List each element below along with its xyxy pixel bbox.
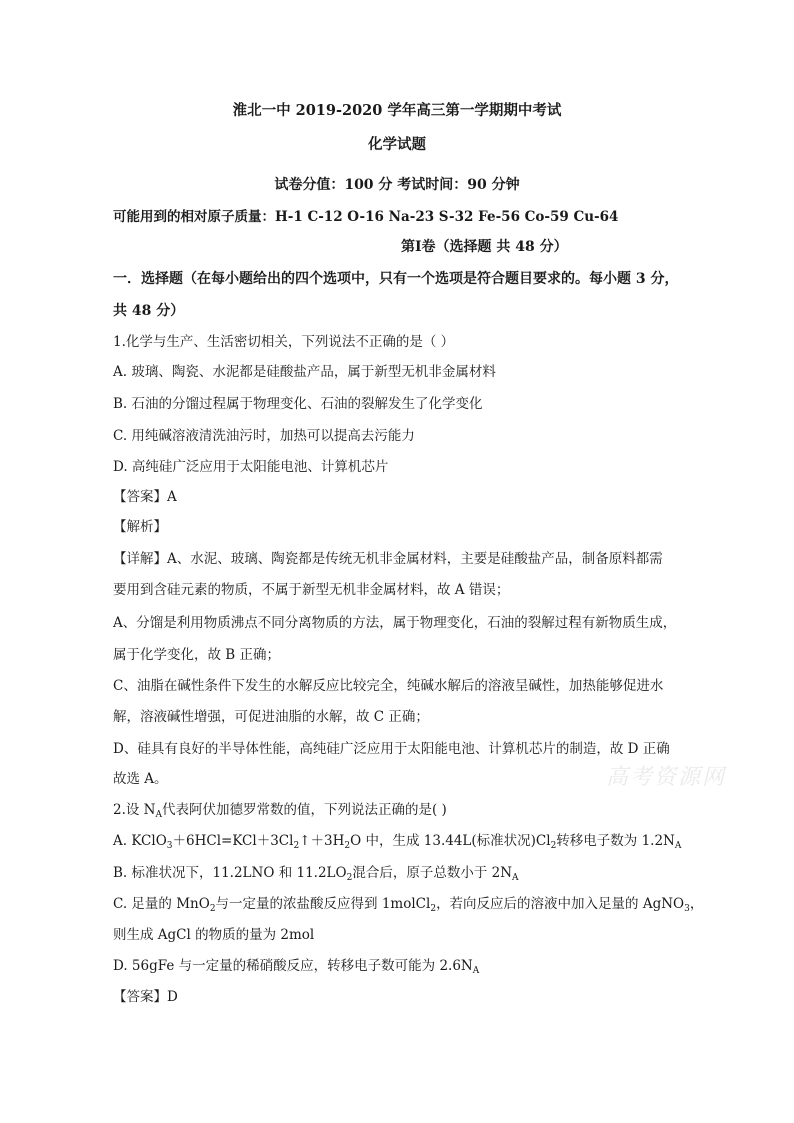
subscript: 2	[550, 841, 557, 851]
q1-detail-line: C、油脂在碱性条件下发生的水解反应比较完全，纯碱水解后的溶液呈碱性，加热能够促进水	[113, 678, 664, 694]
section-title: 第Ⅰ卷（选择题 共 48 分）	[401, 239, 568, 255]
q1-answer: 【答案】A	[113, 489, 177, 505]
section-heading-line1: 一．选择题（在每小题给出的四个选项中，只有一个选项是符合题目要求的。每小题 3 分，	[113, 271, 679, 287]
q2-option-c	[113, 894, 703, 914]
q2-stem	[113, 800, 447, 820]
q2-option-a-text: O 中，生成 13.44L(标准状况)Cl	[350, 833, 551, 849]
q2-option-b	[113, 863, 519, 883]
q2-option-a-text: ↑＋3H	[299, 833, 345, 849]
q1-option-b: B. 石油的分馏过程属于物理变化、石油的裂解发生了化学变化	[113, 396, 483, 412]
q2-option-b-text: B. 标准状况下，11.2LNO 和 11.2LO	[113, 865, 347, 881]
q1-detail-line: 解，溶液碱性增强，可促进油脂的水解，故 C 正确；	[113, 709, 429, 725]
q2-option-c-text: 与一定量的浓盐酸反应得到 1molCl	[215, 896, 431, 912]
q1-analysis-label: 【解析】	[113, 519, 167, 535]
q2-stem-subscript: A	[155, 810, 162, 820]
q2-option-c-text: ，	[689, 896, 704, 912]
subscript: 3	[684, 904, 690, 914]
q1-option-a: A. 玻璃、陶瓷、水泥都是硅酸盐产品，属于新型无机非金属材料	[113, 364, 496, 380]
q1-detail-line: A、分馏是利用物质沸点不同分离物质的方法，属于物理变化，石油的裂解过程有新物质生成，	[113, 615, 677, 631]
q2-option-a-text: ＋6HCl=KCl＋3Cl	[172, 833, 294, 849]
q2-option-a	[113, 831, 681, 851]
q1-option-d: D. 高纯硅广泛应用于太阳能电池、计算机芯片	[113, 459, 389, 475]
subscript: 2	[344, 841, 351, 851]
q2-option-d-text: D. 56gFe 与一定量的稀硝酸反应，转移电子数可能为 2.6N	[113, 958, 473, 974]
subscript: 3	[166, 841, 173, 851]
q1-detail-line: 属于化学变化，故 B 正确；	[113, 647, 281, 663]
q2-option-b-text: 混合后，原子总数小于 2N	[352, 865, 513, 881]
q1-option-c: C. 用纯碱溶液清洗油污时，加热可以提高去污能力	[113, 428, 415, 444]
subscript: 2	[346, 873, 353, 883]
q2-option-c-text: ，若向反应后的溶液中加入足量的 AgNO	[436, 896, 685, 912]
q1-stem: 1.化学与生产、生活密切相关，下列说法不正确的是（ ）	[113, 334, 455, 350]
q1-detail-line: 【详解】A、水泥、玻璃、陶瓷都是传统无机非金属材料，主要是硅酸盐产品，制备原料都需	[113, 551, 663, 567]
q2-stem-text: 代表阿伏加德罗常数的值，下列说法正确的是( )	[161, 802, 447, 818]
q2-option-d	[113, 956, 479, 976]
school-title: 淮北一中 2019-2020 学年高三第一学期期中考试	[232, 102, 562, 119]
q2-option-c-text: C. 足量的 MnO	[113, 896, 210, 912]
q2-option-c-line2: 则生成 AgCl 的物质的量为 2mol	[113, 927, 315, 943]
q2-option-a-text: 转移电子数为 1.2N	[556, 833, 675, 849]
watermark: 高考资源网	[606, 765, 727, 790]
subscript: A	[472, 966, 480, 976]
q1-detail-line: 要用到含硅元素的物质，不属于新型无机非金属材料，故 A 错误；	[113, 582, 510, 598]
subject-title: 化学试题	[368, 136, 426, 153]
section-heading-line2: 共 48 分）	[113, 303, 185, 319]
atomic-masses: 可能用到的相对原子质量：H-1 C-12 O-16 Na-23 S-32 Fe-56 Co-59 Cu-64	[113, 209, 619, 225]
exam-info: 试卷分值：100 分 考试时间：90 分钟	[274, 177, 520, 193]
q1-detail-line: 故选 A。	[113, 771, 168, 787]
q2-answer: 【答案】D	[113, 989, 178, 1005]
subscript: A	[512, 873, 519, 883]
subscript: 2	[209, 904, 216, 914]
subscript: 2	[293, 841, 300, 851]
q2-option-a-text: A. KClO	[113, 833, 167, 849]
subscript: 2	[430, 904, 437, 914]
q2-stem-text: 2.设 N	[113, 802, 156, 818]
q1-detail-line: D、硅具有良好的半导体性能，高纯硅广泛应用于太阳能电池、计算机芯片的制造，故 D 正确	[113, 741, 670, 757]
subscript: A	[674, 841, 682, 851]
